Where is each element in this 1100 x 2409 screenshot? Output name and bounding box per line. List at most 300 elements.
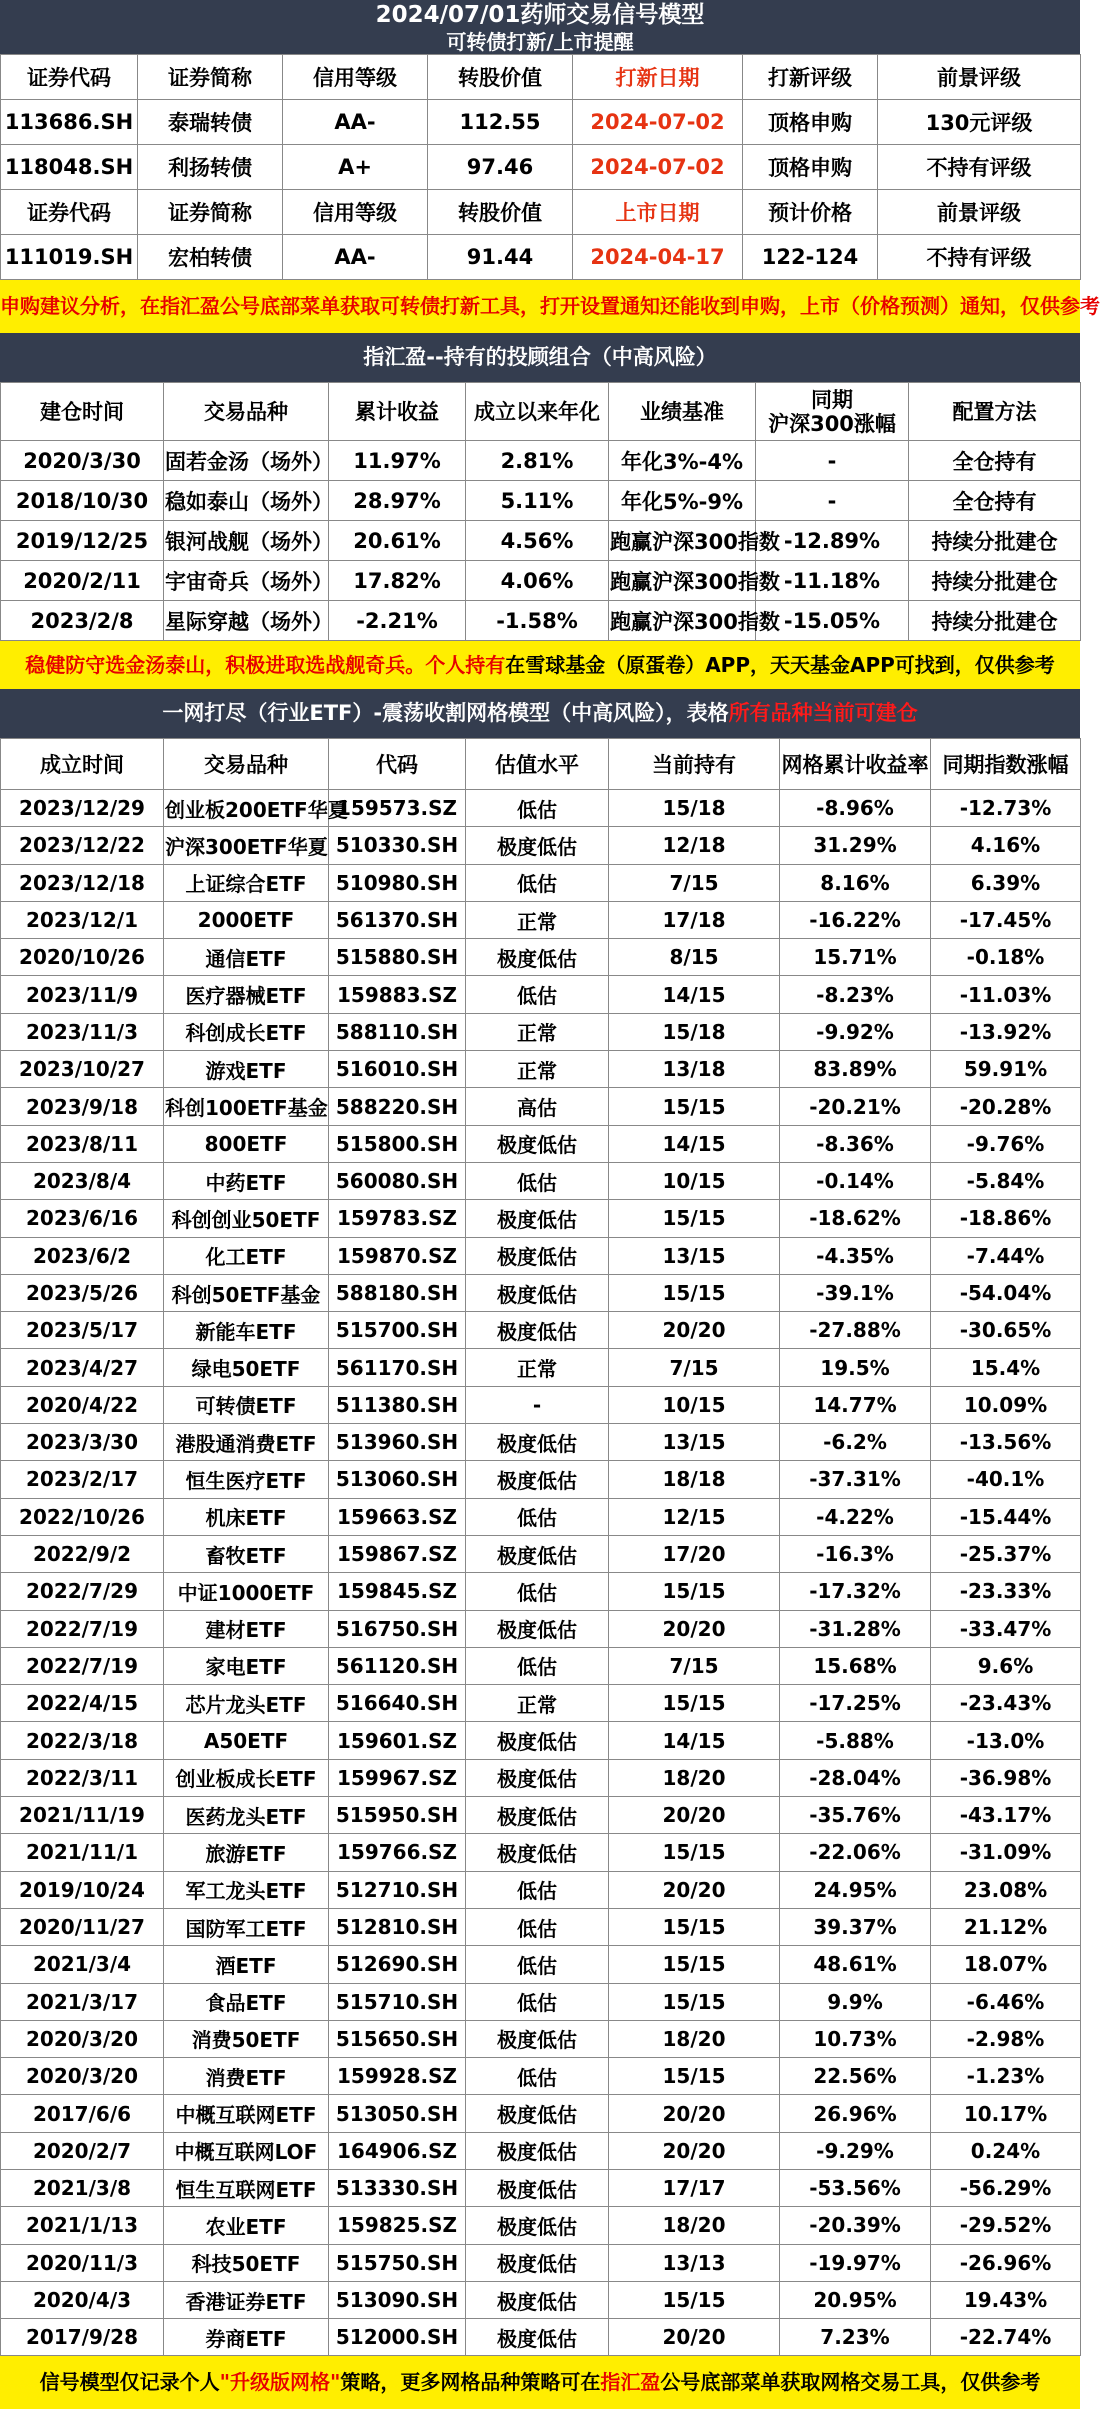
table-cell: -33.47%: [931, 1610, 1081, 1647]
table-row: [1, 1871, 1081, 1908]
table-cell: -4.35%: [780, 1237, 931, 1274]
table-cell: 159883.SZ: [329, 976, 466, 1013]
table-cell: 低估: [466, 1647, 609, 1684]
table-cell: -9.76%: [931, 1125, 1081, 1162]
table-header: [1, 383, 1081, 441]
table-cell: 中概互联网LOF: [164, 2132, 329, 2169]
table-cell: 芯片龙头ETF: [164, 1685, 329, 1722]
table-cell: 新能车ETF: [164, 1312, 329, 1349]
table-cell: 20/20: [609, 2095, 780, 2132]
table-cell: 15/15: [609, 1200, 780, 1237]
table-row: [1, 1051, 1081, 1088]
table-cell: 22.56%: [780, 2058, 931, 2095]
table-cell: 跑赢沪深300指数: [609, 601, 756, 641]
table-cell: 516010.SH: [329, 1051, 466, 1088]
table-cell: 不持有评级: [878, 235, 1081, 280]
table-cell: 112.55: [428, 100, 573, 145]
table-cell: 消费ETF: [164, 2058, 329, 2095]
table-cell: 军工龙头ETF: [164, 1871, 329, 1908]
table-cell: 2018/10/30: [1, 481, 164, 521]
table-cell: 17/18: [609, 901, 780, 938]
table-cell: -17.45%: [931, 901, 1081, 938]
table-cell: -35.76%: [780, 1797, 931, 1834]
table-cell: 515750.SH: [329, 2244, 466, 2281]
table-cell: -8.23%: [780, 976, 931, 1013]
table-cell: 7.23%: [780, 2319, 931, 2356]
table-cell: 561120.SH: [329, 1647, 466, 1684]
table-cell: 2023/3/30: [1, 1424, 164, 1461]
table-row: [1, 1573, 1081, 1610]
table-row: [1, 2132, 1081, 2169]
table-cell: 159783.SZ: [329, 1200, 466, 1237]
table-cell: 不持有评级: [878, 145, 1081, 190]
table-cell: 5.11%: [466, 481, 609, 521]
table-cell: 正常: [466, 901, 609, 938]
table-cell: -8.96%: [780, 790, 931, 827]
table-cell: -43.17%: [931, 1797, 1081, 1834]
table-cell: 证券代码: [1, 55, 138, 100]
table-row: [1, 601, 1081, 641]
table-cell: -9.29%: [780, 2132, 931, 2169]
table-cell: 跑赢沪深300指数: [609, 561, 756, 601]
footer-d: 指汇盈: [600, 2370, 661, 2395]
table-cell: -22.06%: [780, 1834, 931, 1871]
table-cell: 588110.SH: [329, 1013, 466, 1050]
table-cell: -19.97%: [780, 2244, 931, 2281]
table-cell: 低估: [466, 790, 609, 827]
table-cell: -56.29%: [931, 2169, 1081, 2206]
table-cell: 预计价格: [743, 190, 878, 235]
table-cell: 极度低估: [466, 1535, 609, 1572]
table-cell: 低估: [466, 976, 609, 1013]
table-cell: 111019.SH: [1, 235, 138, 280]
table-cell: 2021/3/4: [1, 1946, 164, 1983]
header-title: 2024/07/01药师交易信号模型: [0, 0, 1080, 30]
table-cell: 低估: [466, 1908, 609, 1945]
table-row: [1, 1237, 1081, 1274]
table-cell: -28.04%: [780, 1759, 931, 1796]
table-cell: 2020/3/20: [1, 2058, 164, 2095]
table-cell: AA-: [283, 100, 428, 145]
table-row: [1, 441, 1081, 481]
header-line: 沪深300涨幅: [768, 411, 896, 436]
table-cell: 极度低估: [466, 2319, 609, 2356]
table-cell: 513050.SH: [329, 2095, 466, 2132]
table-row: [1, 1946, 1081, 1983]
table-cell: 19.5%: [780, 1349, 931, 1386]
table-cell: 极度低估: [466, 2020, 609, 2057]
table-row: [1, 827, 1081, 864]
table-row: [1, 2319, 1081, 2356]
table-cell: 12/18: [609, 827, 780, 864]
table-cell: 15/18: [609, 1013, 780, 1050]
table-cell: 交易品种: [164, 739, 329, 790]
table-cell: 20/20: [609, 1871, 780, 1908]
table-cell: 800ETF: [164, 1125, 329, 1162]
table-cell: 515800.SH: [329, 1125, 466, 1162]
table-cell: 20/20: [609, 1610, 780, 1647]
table-cell: AA-: [283, 235, 428, 280]
table-cell: 极度低估: [466, 2207, 609, 2244]
table-cell: 网格累计收益率: [780, 739, 931, 790]
table-cell: 极度低估: [466, 1312, 609, 1349]
table-cell: 512000.SH: [329, 2319, 466, 2356]
table-cell: -29.52%: [931, 2207, 1081, 2244]
table-row: [1, 100, 1081, 145]
table-cell: 2023/9/18: [1, 1088, 164, 1125]
table-cell: 59.91%: [931, 1051, 1081, 1088]
table-cell: 极度低估: [466, 1125, 609, 1162]
notice-portfolio-b: 在雪球基金（原蛋卷）APP，天天基金APP可找到，仅供参考: [505, 653, 1055, 677]
table-cell: 2.81%: [466, 441, 609, 481]
table-header: [1, 190, 1081, 235]
table-cell: 2017/9/28: [1, 2319, 164, 2356]
table-cell: 成立时间: [1, 739, 164, 790]
table-cell: 累计收益: [329, 383, 466, 441]
table-cell: 2022/10/26: [1, 1498, 164, 1535]
table-cell: 2022/3/11: [1, 1759, 164, 1796]
table-cell: 2017/6/6: [1, 2095, 164, 2132]
table-cell: -18.86%: [931, 1200, 1081, 1237]
table-cell: -: [756, 481, 909, 521]
table-cell: 26.96%: [780, 2095, 931, 2132]
table-cell: 2020/4/22: [1, 1386, 164, 1423]
table-cell: -0.18%: [931, 939, 1081, 976]
table-cell: 极度低估: [466, 939, 609, 976]
table-cell: 8/15: [609, 939, 780, 976]
table-cell: 512690.SH: [329, 1946, 466, 1983]
table-cell: 2020/4/3: [1, 2281, 164, 2318]
table-cell: 31.29%: [780, 827, 931, 864]
table-cell: 正常: [466, 1349, 609, 1386]
table-cell: -53.56%: [780, 2169, 931, 2206]
table-row: [1, 521, 1081, 561]
table-cell: 证券简称: [138, 190, 283, 235]
table-cell: 顶格申购: [743, 145, 878, 190]
table-row: [1, 1647, 1081, 1684]
table-cell: 15.71%: [780, 939, 931, 976]
table-cell: 沪深300ETF华夏: [164, 827, 329, 864]
table-cell: 上证综合ETF: [164, 864, 329, 901]
table-row: [1, 1834, 1081, 1871]
table-cell: 21.12%: [931, 1908, 1081, 1945]
table-row: [1, 1722, 1081, 1759]
notice-portfolio: [0, 641, 1080, 689]
table-cell: -25.37%: [931, 1535, 1081, 1572]
table-cell: 2024-07-02: [573, 145, 743, 190]
table-cell: 科技50ETF: [164, 2244, 329, 2281]
table-cell: 低估: [466, 1498, 609, 1535]
table-cell: 2020/2/11: [1, 561, 164, 601]
table-cell: 低估: [466, 1983, 609, 2020]
table-cell: 2023/12/18: [1, 864, 164, 901]
table-cell: 2022/7/19: [1, 1610, 164, 1647]
table-row: [1, 1312, 1081, 1349]
table-cell: 绿电50ETF: [164, 1349, 329, 1386]
table-cell: 159766.SZ: [329, 1834, 466, 1871]
table-cell: 正常: [466, 1051, 609, 1088]
table-row: [1, 1610, 1081, 1647]
table-cell: 港股通消费ETF: [164, 1424, 329, 1461]
table-row: [1, 1983, 1081, 2020]
table-cell: 创业板200ETF华夏: [164, 790, 329, 827]
table-cell: 9.9%: [780, 1983, 931, 2020]
table-cell: 交易品种: [164, 383, 329, 441]
table-cell: 低估: [466, 1573, 609, 1610]
table-cell: -5.84%: [931, 1162, 1081, 1199]
table-row: [1, 2207, 1081, 2244]
table-cell: 512710.SH: [329, 1871, 466, 1908]
table-cell: 159967.SZ: [329, 1759, 466, 1796]
table-cell: 极度低估: [466, 1461, 609, 1498]
table-cell: -17.25%: [780, 1685, 931, 1722]
table-cell: 2023/2/8: [1, 601, 164, 641]
table-cell: 2020/3/20: [1, 2020, 164, 2057]
table-row: [1, 561, 1081, 601]
table-cell: 打新日期: [573, 55, 743, 100]
table-cell: 17/17: [609, 2169, 780, 2206]
table-cell: 2021/1/13: [1, 2207, 164, 2244]
table-cell: -12.73%: [931, 790, 1081, 827]
table-cell: 15.4%: [931, 1349, 1081, 1386]
table-cell: -30.65%: [931, 1312, 1081, 1349]
table-cell: -18.62%: [780, 1200, 931, 1237]
table-cell: 全仓持有: [909, 441, 1081, 481]
table-cell: 科创100ETF基金: [164, 1088, 329, 1125]
table-cell: 561370.SH: [329, 901, 466, 938]
table-cell: 2023/12/22: [1, 827, 164, 864]
table-cell: 15/15: [609, 2281, 780, 2318]
table-cell: 极度低估: [466, 1797, 609, 1834]
table-row: [1, 901, 1081, 938]
table-cell: 中概互联网ETF: [164, 2095, 329, 2132]
table-row: [1, 2169, 1081, 2206]
footer-e: 公号底部菜单获取网格交易工具，仅供参考: [660, 2370, 1041, 2395]
table-cell: 同期指数涨幅: [931, 739, 1081, 790]
table-cell: 510980.SH: [329, 864, 466, 901]
table-row: [1, 1908, 1081, 1945]
table-cell: 516640.SH: [329, 1685, 466, 1722]
table-cell: 13/15: [609, 1237, 780, 1274]
header-subtitle: 可转债打新/上市提醒: [0, 30, 1080, 54]
table-cell: 2023/4/27: [1, 1349, 164, 1386]
table-cell: 17/20: [609, 1535, 780, 1572]
table-cell: 建仓时间: [1, 383, 164, 441]
table-cell: 消费50ETF: [164, 2020, 329, 2057]
table-cell: -26.96%: [931, 2244, 1081, 2281]
table-cell: -12.89%: [756, 521, 909, 561]
table-cell: -11.18%: [756, 561, 909, 601]
table-cell: -36.98%: [931, 1759, 1081, 1796]
table-cell: 打新评级: [743, 55, 878, 100]
table-cell: 12/15: [609, 1498, 780, 1535]
table-cell: 2019/12/25: [1, 521, 164, 561]
table-cell: 4.56%: [466, 521, 609, 561]
table-cell: 8.16%: [780, 864, 931, 901]
table-cell: 14/15: [609, 976, 780, 1013]
table-cell: 前景评级: [878, 190, 1081, 235]
grid-title-a: 一网打尽（行业ETF）-震荡收割网格模型（中高风险），表格: [162, 701, 729, 725]
table-cell: 香港证券ETF: [164, 2281, 329, 2318]
table-cell: 低估: [466, 1162, 609, 1199]
table-cell: 化工ETF: [164, 1237, 329, 1274]
table-cell: 2020/11/3: [1, 2244, 164, 2281]
table-cell: -13.92%: [931, 1013, 1081, 1050]
table-cell: 2023/8/11: [1, 1125, 164, 1162]
table-cell: -8.36%: [780, 1125, 931, 1162]
table-cell: 低估: [466, 1871, 609, 1908]
table-cell: A50ETF: [164, 1722, 329, 1759]
table-cell: 星际穿越（场外）: [164, 601, 329, 641]
table-cell: 成立以来年化: [466, 383, 609, 441]
table-cell: 83.89%: [780, 1051, 931, 1088]
table-cell: 23.08%: [931, 1871, 1081, 1908]
table-row: [1, 976, 1081, 1013]
table-cell: -15.05%: [756, 601, 909, 641]
table-cell: 20/20: [609, 2319, 780, 2356]
footer-a: 信号模型仅记录个人: [39, 2370, 220, 2395]
table-cell: 低估: [466, 864, 609, 901]
table-cell: 配置方法: [909, 383, 1081, 441]
table-cell: -39.1%: [780, 1274, 931, 1311]
table-cell: -15.44%: [931, 1498, 1081, 1535]
table-cell: 13/18: [609, 1051, 780, 1088]
table-cell: 证券代码: [1, 190, 138, 235]
table-cell: 建材ETF: [164, 1610, 329, 1647]
table-row: [1, 1386, 1081, 1423]
table-cell: 15/15: [609, 1685, 780, 1722]
table-row: [1, 939, 1081, 976]
table-cell: -31.28%: [780, 1610, 931, 1647]
table-cell: 信用等级: [283, 55, 428, 100]
table-cell: -6.46%: [931, 1983, 1081, 2020]
table-cell: 20/20: [609, 1797, 780, 1834]
table-cell: 13/15: [609, 1424, 780, 1461]
table-cell: 159573.SZ: [329, 790, 466, 827]
table-cell: 122-124: [743, 235, 878, 280]
table-row: [1, 1013, 1081, 1050]
table-cell: 2023/6/16: [1, 1200, 164, 1237]
table-cell: 顶格申购: [743, 100, 878, 145]
table-cell: 家电ETF: [164, 1647, 329, 1684]
table-cell: 2022/7/29: [1, 1573, 164, 1610]
table-cell: -20.39%: [780, 2207, 931, 2244]
table-cell: 515700.SH: [329, 1312, 466, 1349]
table-cell: 中药ETF: [164, 1162, 329, 1199]
table-cell: 97.46: [428, 145, 573, 190]
table-cell: 游戏ETF: [164, 1051, 329, 1088]
table-cell: 上市日期: [573, 190, 743, 235]
table-row: [1, 1088, 1081, 1125]
footer-b: "升级版网格": [219, 2370, 341, 2395]
table-cell: 2024-04-17: [573, 235, 743, 280]
table-cell: 10.09%: [931, 1386, 1081, 1423]
table-cell: 14/15: [609, 1722, 780, 1759]
table-cell: 2021/3/8: [1, 2169, 164, 2206]
table-cell: 159845.SZ: [329, 1573, 466, 1610]
notice-bond: 申购建议分析，在指汇盈公号底部菜单获取可转债打新工具，打开设置通知还能收到申购，上市（价格预测）通知，仅供参考: [0, 280, 1080, 333]
table-cell: 估值水平: [466, 739, 609, 790]
table-cell: 13/13: [609, 2244, 780, 2281]
table-cell: 前景评级: [878, 55, 1081, 100]
table-cell: -9.92%: [780, 1013, 931, 1050]
table-row: [1, 864, 1081, 901]
table-cell: -7.44%: [931, 1237, 1081, 1274]
table-cell: -5.88%: [780, 1722, 931, 1759]
table-cell: 2020/2/7: [1, 2132, 164, 2169]
table-cell: 15/15: [609, 1834, 780, 1871]
table-cell: 2021/3/17: [1, 1983, 164, 2020]
table-cell: 15/15: [609, 1983, 780, 2020]
table-cell: 20.61%: [329, 521, 466, 561]
table-cell: 2022/7/19: [1, 1647, 164, 1684]
table-cell: 18.07%: [931, 1946, 1081, 1983]
table-cell: 9.6%: [931, 1647, 1081, 1684]
table-cell: 科创成长ETF: [164, 1013, 329, 1050]
table-cell: -23.43%: [931, 1685, 1081, 1722]
table-row: [1, 235, 1081, 280]
table-cell: -2.21%: [329, 601, 466, 641]
table-cell: 恒生医疗ETF: [164, 1461, 329, 1498]
table-cell: 17.82%: [329, 561, 466, 601]
table-row: [1, 1162, 1081, 1199]
table-cell: 159867.SZ: [329, 1535, 466, 1572]
table-cell: 转股价值: [428, 55, 573, 100]
table-cell: 2020/11/27: [1, 1908, 164, 1945]
table-cell: 宏柏转债: [138, 235, 283, 280]
bond-table: [0, 54, 1081, 280]
table-cell: 10/15: [609, 1386, 780, 1423]
table-cell: 513060.SH: [329, 1461, 466, 1498]
table-cell: 7/15: [609, 1647, 780, 1684]
table-cell: -6.2%: [780, 1424, 931, 1461]
table-cell: -40.1%: [931, 1461, 1081, 1498]
table-cell: 2022/4/15: [1, 1685, 164, 1722]
table-cell: 48.61%: [780, 1946, 931, 1983]
table-cell: 极度低估: [466, 2244, 609, 2281]
table-cell: 银河战舰（场外）: [164, 521, 329, 561]
table-cell: 2023/12/29: [1, 790, 164, 827]
table-cell: 15/15: [609, 1946, 780, 1983]
table-cell: -16.3%: [780, 1535, 931, 1572]
table-cell: 2022/9/2: [1, 1535, 164, 1572]
table-cell: 农业ETF: [164, 2207, 329, 2244]
table-cell: 20/20: [609, 1312, 780, 1349]
table-cell: 24.95%: [780, 1871, 931, 1908]
table-cell: 2023/12/1: [1, 901, 164, 938]
table-header: [1, 55, 1081, 100]
table-cell: 创业板成长ETF: [164, 1759, 329, 1796]
portfolio-title: 指汇盈--持有的投顾组合（中高风险）: [0, 333, 1080, 382]
table-cell: 2020/3/30: [1, 441, 164, 481]
table-cell: -27.88%: [780, 1312, 931, 1349]
table-cell: 4.06%: [466, 561, 609, 601]
table-cell: 0.24%: [931, 2132, 1081, 2169]
table-cell: -13.0%: [931, 1722, 1081, 1759]
table-cell: -0.14%: [780, 1162, 931, 1199]
table-cell: 年化5%-9%: [609, 481, 756, 521]
table-cell: 515950.SH: [329, 1797, 466, 1834]
table-cell: 2023/5/26: [1, 1274, 164, 1311]
table-cell: 28.97%: [329, 481, 466, 521]
table-cell: 7/15: [609, 1349, 780, 1386]
table-cell: 15/15: [609, 1908, 780, 1945]
table-cell: 159870.SZ: [329, 1237, 466, 1274]
table-cell: 515880.SH: [329, 939, 466, 976]
table-cell: 固若金汤（场外）: [164, 441, 329, 481]
table-cell: 2023/11/3: [1, 1013, 164, 1050]
table-cell: 15/15: [609, 1274, 780, 1311]
